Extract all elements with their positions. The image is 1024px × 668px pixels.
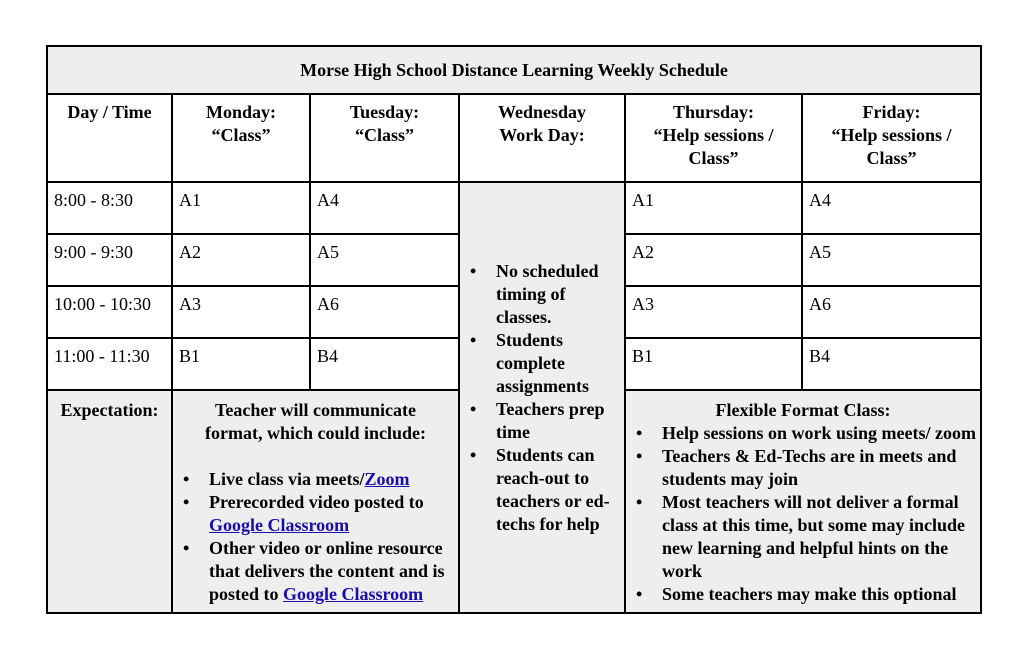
time-cell: 9:00 - 9:30	[47, 234, 172, 286]
tuesday-cell: A4	[310, 182, 459, 234]
list-item: • Teachers prep time	[464, 398, 620, 444]
tuesday-cell: B4	[310, 338, 459, 390]
header-tuesday: Tuesday: “Class”	[310, 94, 459, 182]
time-cell: 8:00 - 8:30	[47, 182, 172, 234]
list-item: • Other video or online resource that delivers the content and is posted to Google Classroom	[177, 537, 454, 606]
expectation-list	[630, 422, 976, 606]
list-item: • Help sessions on work using meets/ zoom	[630, 422, 976, 445]
thursday-cell: A2	[625, 234, 802, 286]
schedule-title: Morse High School Distance Learning Weekly Schedule	[47, 46, 981, 94]
monday-cell: A1	[172, 182, 310, 234]
wednesday-notes	[459, 182, 625, 613]
schedule-table	[46, 45, 982, 614]
flexible-format-heading: Flexible Format Class:	[715, 400, 891, 420]
list-item: • No scheduled timing of classes.	[464, 260, 620, 329]
expectation-list	[177, 468, 454, 606]
thu-fri-expectation	[625, 390, 981, 613]
list-item: • Teachers & Ed-Techs are in meets and students may join	[630, 445, 976, 491]
list-item: • Some teachers may make this optional	[630, 583, 976, 606]
list-item: • Most teachers will not deliver a formal class at this time, but some may include new learning and helpful hints on the work	[630, 491, 976, 583]
thursday-cell: B1	[625, 338, 802, 390]
expectation-label: Expectation:	[47, 390, 172, 613]
list-item: • Live class via meets/Zoom	[177, 468, 454, 491]
friday-cell: A6	[802, 286, 981, 338]
header-day-time: Day / Time	[47, 94, 172, 182]
header-thursday: Thursday: “Help sessions / Class”	[625, 94, 802, 182]
tuesday-cell: A5	[310, 234, 459, 286]
header-row	[47, 94, 981, 182]
wednesday-notes-list	[464, 260, 620, 536]
expectation-intro: Teacher will communicate format, which could include:	[204, 400, 426, 443]
monday-cell: B1	[172, 338, 310, 390]
monday-cell: A2	[172, 234, 310, 286]
thursday-cell: A3	[625, 286, 802, 338]
monday-cell: A3	[172, 286, 310, 338]
header-monday: Monday: “Class”	[172, 94, 310, 182]
list-item: • Prerecorded video posted to Google Classroom	[177, 491, 454, 537]
table-row	[47, 182, 981, 234]
header-wednesday: Wednesday Work Day:	[459, 94, 625, 182]
google-classroom-link[interactable]: Google Classroom	[209, 515, 350, 535]
tuesday-cell: A6	[310, 286, 459, 338]
header-friday: Friday: “Help sessions / Class”	[802, 94, 981, 182]
zoom-link[interactable]: Zoom	[364, 469, 410, 489]
time-cell: 11:00 - 11:30	[47, 338, 172, 390]
thursday-cell: A1	[625, 182, 802, 234]
google-classroom-link[interactable]: Google Classroom	[283, 584, 424, 604]
friday-cell: A4	[802, 182, 981, 234]
friday-cell: A5	[802, 234, 981, 286]
list-item: • Students complete assignments	[464, 329, 620, 398]
friday-cell: B4	[802, 338, 981, 390]
mon-tue-expectation	[172, 390, 459, 613]
list-item: • Students can reach-out to teachers or ed-techs for help	[464, 444, 620, 536]
time-cell: 10:00 - 10:30	[47, 286, 172, 338]
